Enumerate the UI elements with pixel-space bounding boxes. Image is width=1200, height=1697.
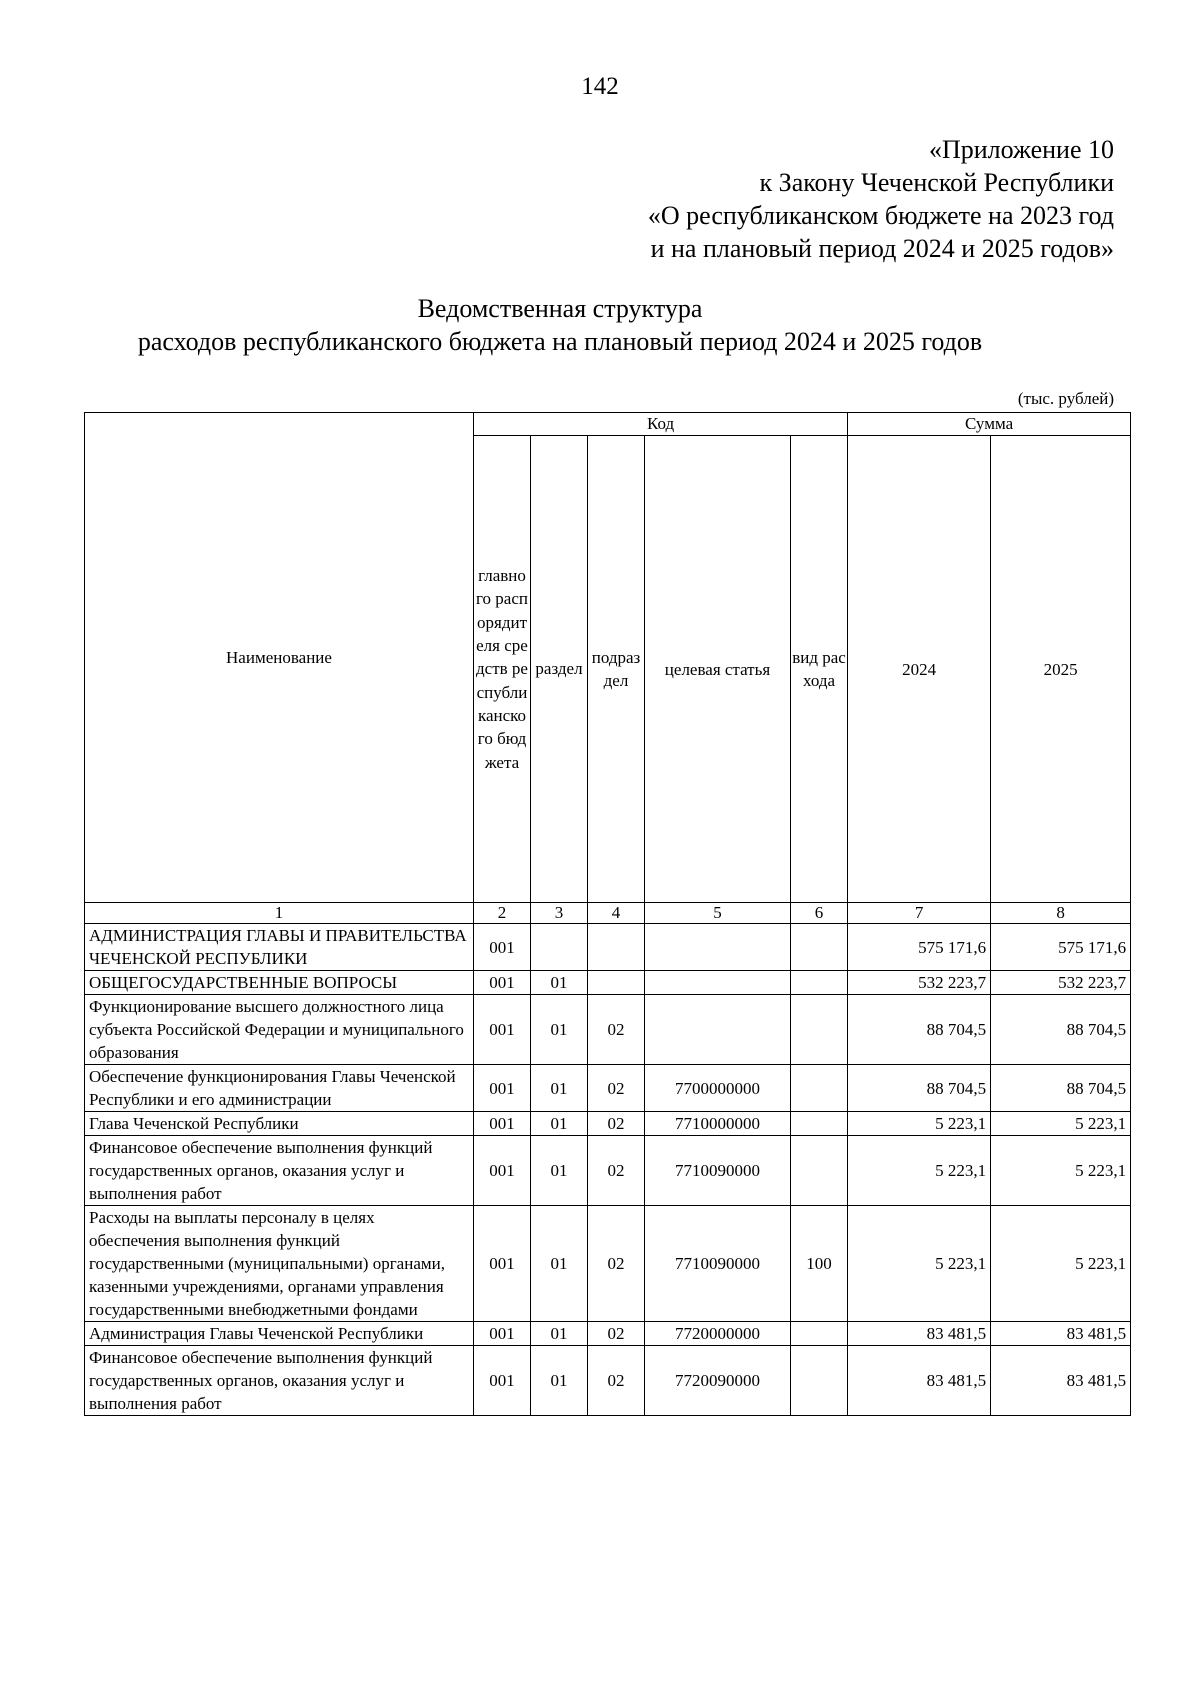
- row-podrazdel-code: 02: [588, 1065, 645, 1112]
- row-amount-2024: 5 223,1: [848, 1136, 991, 1206]
- title-line-1: Ведомственная структура: [417, 294, 703, 323]
- units-label: (тыс. рублей): [1017, 389, 1114, 408]
- column-number: 6: [791, 903, 848, 924]
- row-amount-2024: 83 481,5: [848, 1322, 991, 1346]
- column-number: 3: [531, 903, 588, 924]
- column-number: 2: [474, 903, 531, 924]
- row-target-article: [645, 995, 791, 1065]
- header-name: Наименование: [85, 413, 474, 903]
- row-name: ОБЩЕГОСУДАРСТВЕННЫЕ ВОПРОСЫ: [85, 971, 474, 995]
- row-razdel-code: [531, 924, 588, 971]
- row-amount-2025: 88 704,5: [991, 1065, 1131, 1112]
- header-year-2024: 2024: [848, 436, 991, 903]
- row-amount-2025: 83 481,5: [991, 1346, 1131, 1416]
- table-row: [85, 1322, 1131, 1346]
- appendix-line: «Приложение 10: [928, 135, 1114, 164]
- row-razdel-code: 01: [531, 1346, 588, 1416]
- table-row: [85, 924, 1131, 971]
- column-number: 4: [588, 903, 645, 924]
- row-target-article: 7720090000: [645, 1346, 791, 1416]
- row-target-article: 7710090000: [645, 1206, 791, 1322]
- row-grbs-code: 001: [474, 1112, 531, 1136]
- header-year-2025: 2025: [991, 436, 1131, 903]
- row-grbs-code: 001: [474, 1206, 531, 1322]
- row-podrazdel-code: [588, 971, 645, 995]
- table-row: [85, 995, 1131, 1065]
- row-amount-2024: 83 481,5: [848, 1346, 991, 1416]
- row-amount-2025: 5 223,1: [991, 1206, 1131, 1322]
- title-line-2: расходов республиканского бюджета на плановый период 2024 и 2025 годов: [137, 327, 983, 356]
- row-razdel-code: 01: [531, 995, 588, 1065]
- column-number: 8: [991, 903, 1131, 924]
- row-podrazdel-code: 02: [588, 1112, 645, 1136]
- row-expense-type: [791, 1346, 848, 1416]
- row-razdel-code: 01: [531, 1065, 588, 1112]
- row-grbs-code: 001: [474, 1346, 531, 1416]
- row-amount-2025: 5 223,1: [991, 1136, 1131, 1206]
- row-razdel-code: 01: [531, 1206, 588, 1322]
- table-row: [85, 1206, 1131, 1322]
- row-target-article: 7710000000: [645, 1112, 791, 1136]
- row-expense-type: [791, 995, 848, 1065]
- row-amount-2024: 88 704,5: [848, 995, 991, 1065]
- header-sum-group: Сумма: [848, 413, 1131, 436]
- table-row: [85, 971, 1131, 995]
- row-name: Обеспечение функционирования Главы Чеченской Республики и его администрации: [85, 1065, 474, 1112]
- row-expense-type: [791, 1136, 848, 1206]
- row-podrazdel-code: 02: [588, 1206, 645, 1322]
- row-grbs-code: 001: [474, 1322, 531, 1346]
- appendix-line: к Закону Чеченской Республики: [759, 168, 1114, 197]
- row-grbs-code: 001: [474, 924, 531, 971]
- row-target-article: [645, 924, 791, 971]
- row-expense-type: [791, 971, 848, 995]
- row-podrazdel-code: 02: [588, 1346, 645, 1416]
- row-razdel-code: 01: [531, 1112, 588, 1136]
- appendix-line: и на плановый период 2024 и 2025 годов»: [650, 234, 1114, 263]
- row-expense-type: [791, 1322, 848, 1346]
- row-amount-2025: 532 223,7: [991, 971, 1131, 995]
- row-name: Администрация Главы Чеченской Республики: [85, 1322, 474, 1346]
- row-amount-2025: 83 481,5: [991, 1322, 1131, 1346]
- document-title: [60, 292, 1060, 358]
- row-name: Расходы на выплаты персоналу в целях обеспечения выполнения функций государственными (муниципальными) органами, казенными учреждениями, органами управления государственными внебюджетными фондами: [85, 1206, 474, 1322]
- row-name: Функционирование высшего должностного лица субъекта Российской Федерации и муниципального образования: [85, 995, 474, 1065]
- row-target-article: 7710090000: [645, 1136, 791, 1206]
- column-number-row: [85, 903, 1131, 924]
- row-grbs-code: 001: [474, 1065, 531, 1112]
- row-amount-2024: 575 171,6: [848, 924, 991, 971]
- row-podrazdel-code: 02: [588, 1322, 645, 1346]
- row-grbs-code: 001: [474, 1136, 531, 1206]
- row-name: Глава Чеченской Республики: [85, 1112, 474, 1136]
- row-target-article: [645, 971, 791, 995]
- column-number: 7: [848, 903, 991, 924]
- row-amount-2024: 88 704,5: [848, 1065, 991, 1112]
- row-amount-2025: 575 171,6: [991, 924, 1131, 971]
- row-name: Финансовое обеспечение выполнения функций государственных органов, оказания услуг и выполнения работ: [85, 1346, 474, 1416]
- row-podrazdel-code: 02: [588, 1136, 645, 1206]
- table-row: [85, 1065, 1131, 1112]
- row-target-article: 7720000000: [645, 1322, 791, 1346]
- header-grbs: главного распорядителя средств республиканского бюджета: [474, 436, 531, 903]
- row-expense-type: [791, 1112, 848, 1136]
- row-podrazdel-code: 02: [588, 995, 645, 1065]
- row-amount-2024: 532 223,7: [848, 971, 991, 995]
- header-podrazdel: подраздел: [588, 436, 645, 903]
- header-target-article: целевая статья: [645, 436, 791, 903]
- table-body: [85, 924, 1131, 1416]
- column-number: 1: [85, 903, 474, 924]
- table-row: [85, 1346, 1131, 1416]
- row-expense-type: 100: [791, 1206, 848, 1322]
- appendix-line: «О республиканском бюджете на 2023 год: [647, 201, 1114, 230]
- header-expense-type: вид расхода: [791, 436, 848, 903]
- row-amount-2025: 5 223,1: [991, 1112, 1131, 1136]
- header-code-group: Код: [474, 413, 848, 436]
- appendix-reference: [648, 133, 1114, 265]
- row-razdel-code: 01: [531, 1136, 588, 1206]
- row-amount-2024: 5 223,1: [848, 1206, 991, 1322]
- budget-table: [84, 412, 1131, 1416]
- header-razdel: раздел: [531, 436, 588, 903]
- row-podrazdel-code: [588, 924, 645, 971]
- row-amount-2025: 88 704,5: [991, 995, 1131, 1065]
- page-number: 142: [581, 73, 619, 100]
- row-razdel-code: 01: [531, 1322, 588, 1346]
- row-grbs-code: 001: [474, 971, 531, 995]
- row-expense-type: [791, 924, 848, 971]
- row-grbs-code: 001: [474, 995, 531, 1065]
- table-row: [85, 1112, 1131, 1136]
- row-target-article: 7700000000: [645, 1065, 791, 1112]
- row-razdel-code: 01: [531, 971, 588, 995]
- row-expense-type: [791, 1065, 848, 1112]
- header-row-groups: [85, 413, 1131, 436]
- row-name: АДМИНИСТРАЦИЯ ГЛАВЫ И ПРАВИТЕЛЬСТВА ЧЕЧЕНСКОЙ РЕСПУБЛИКИ: [85, 924, 474, 971]
- column-number: 5: [645, 903, 791, 924]
- row-name: Финансовое обеспечение выполнения функций государственных органов, оказания услуг и выполнения работ: [85, 1136, 474, 1206]
- table-row: [85, 1136, 1131, 1206]
- row-amount-2024: 5 223,1: [848, 1112, 991, 1136]
